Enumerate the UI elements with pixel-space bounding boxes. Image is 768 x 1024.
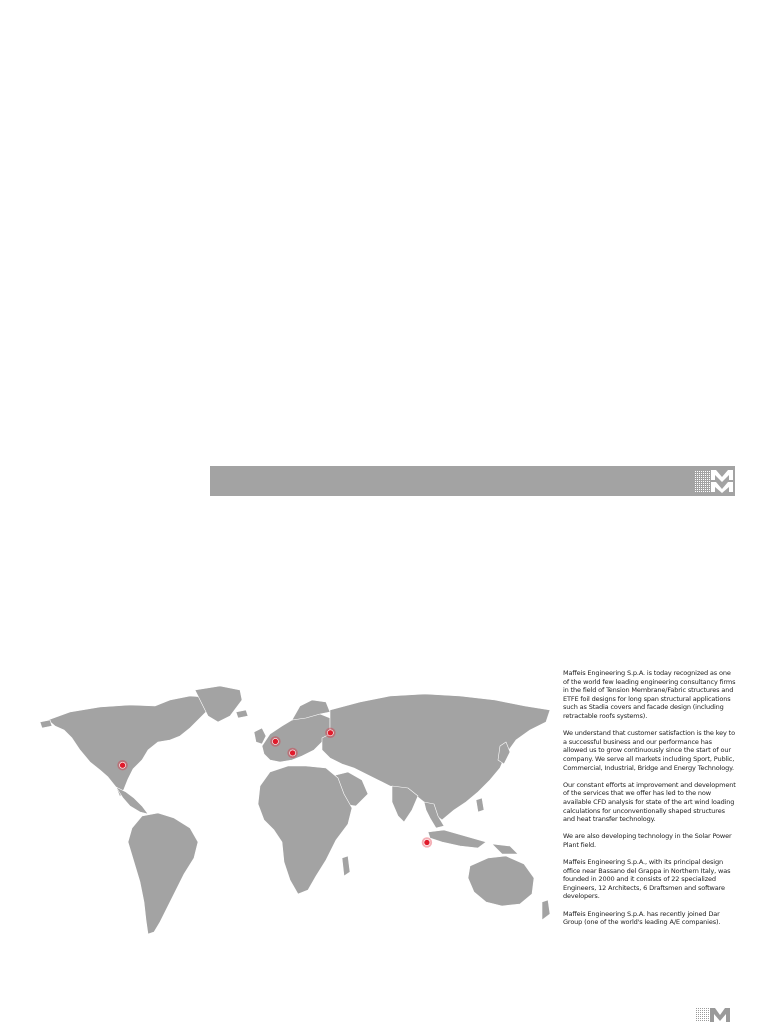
alaska-islands (40, 720, 52, 728)
greenland (195, 686, 242, 722)
uk-ireland (254, 728, 266, 744)
madagascar (342, 856, 350, 876)
world-map (30, 676, 555, 976)
description-paragraph: Our constant efforts at improvement and development of the services that we offer has led to the now available CFD analysis for state of the art wind loading calculations for unconventionally shaped structures and heat transfer technology. (563, 780, 736, 824)
usa-office-marker (120, 762, 126, 768)
philippines (476, 798, 484, 812)
indonesia (428, 830, 486, 848)
description-paragraph: Maffeis Engineering S.p.A. has recently joined Dar Group (one of the world's leading A/E companies). (563, 909, 721, 927)
uk-office-marker (272, 738, 278, 744)
maffeis-mm-footer-logo-icon (696, 1006, 730, 1022)
central-america (116, 787, 148, 814)
africa (258, 766, 352, 894)
company-description (563, 669, 736, 935)
italy-office-marker (290, 750, 296, 756)
continents (40, 686, 550, 934)
new-zealand (542, 900, 550, 920)
header-band (210, 466, 735, 496)
description-paragraph: We are also developing technology in the Solar Power Plant field. (563, 832, 732, 849)
russia-office-marker (327, 730, 333, 736)
description-paragraph: We understand that customer satisfaction is the key to a successful business and our performance has allowed us to grow continuously since the start of our company. We serve all markets including Sport, Public, Commercial, Industrial, Bridge and Energy Technology. (563, 729, 735, 772)
maffeis-mm-logo-icon (695, 469, 733, 493)
description-paragraph: Maffeis Engineering S.p.A. is today recognized as one of the world few leading engineering consultancy firms in the field of Tension Membrane/Fabric structures and ETFE foil designs for long span structural applications such as Stadia covers and facade design (including retractable roofs systems). (563, 669, 736, 720)
singapore-office-marker (424, 839, 430, 845)
iceland (236, 710, 248, 718)
description-paragraph: Maffeis Engineering S.p.A., with its principal design office near Bassano del Grappa in Northern Italy, was founded in 2000 and it consists of 22 specialized Engineers, 12 Architects, 6 Draftsmen and software developers. (563, 858, 731, 901)
south-america (128, 813, 198, 934)
australia (468, 856, 534, 906)
new-guinea (492, 844, 518, 854)
north-america (48, 696, 215, 797)
